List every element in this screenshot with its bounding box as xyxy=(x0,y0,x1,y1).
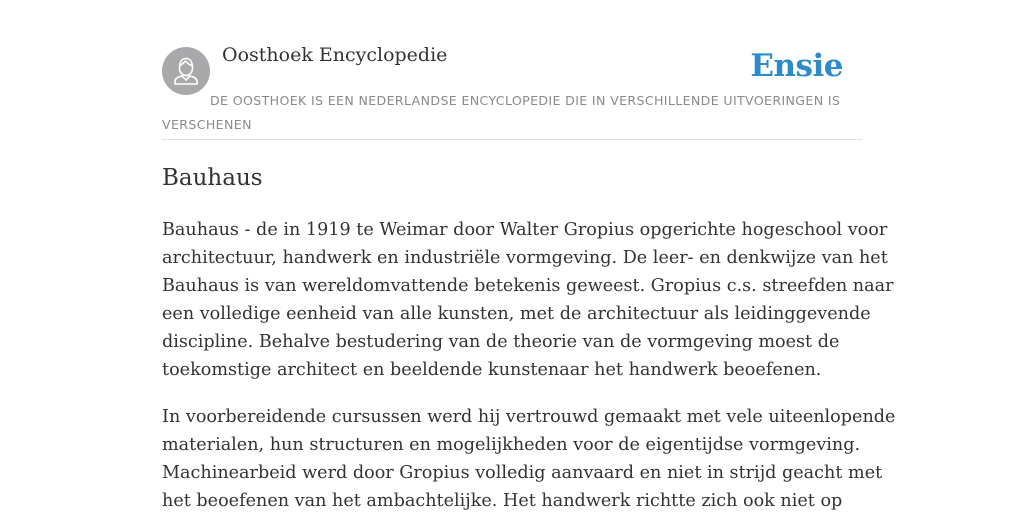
brand-logo[interactable]: Ensie xyxy=(750,48,843,84)
header-divider xyxy=(162,139,862,140)
article-paragraph xyxy=(162,403,896,515)
site-name[interactable]: Oosthoek Encyclopedie xyxy=(222,44,448,66)
site-tagline: DE OOSTHOEK IS EEN NEDERLANDSE ENCYCLOPEDIE DIE IN VERSCHILLENDE UITVOERINGEN IS VERSCHENEN xyxy=(162,93,841,132)
paragraph-line: Machinearbeid werd door Gropius volledig aanvaard en niet in strijd geacht met xyxy=(162,463,883,483)
paragraph-line: Bauhaus is van wereldomvattende betekenis geweest. Gropius c.s. streefden naar xyxy=(162,276,894,296)
article-title: Bauhaus xyxy=(162,165,263,191)
paragraph-line: discipline. Behalve bestudering van de theorie van de vormgeving moest de xyxy=(162,332,840,352)
paragraph-line: materialen, hun structuren en mogelijkheden voor de eigentijdse vormgeving. xyxy=(162,435,861,455)
paragraph-line: Bauhaus - de in 1919 te Weimar door Walter Gropius opgerichte hogeschool voor xyxy=(162,220,888,240)
user-avatar-icon[interactable] xyxy=(162,47,210,95)
paragraph-line: het beoefenen van het ambachtelijke. Het handwerk richtte zich ook niet op xyxy=(162,491,843,511)
paragraph-line: architectuur, handwerk en industriële vormgeving. De leer- en denkwijze van het xyxy=(162,248,888,268)
paragraph-line: toekomstige architect en beeldende kunstenaar het handwerk beoefenen. xyxy=(162,360,822,380)
article-paragraph xyxy=(162,216,894,384)
paragraph-line: In voorbereidende cursussen werd hij vertrouwd gemaakt met vele uiteenlopende xyxy=(162,407,896,427)
paragraph-line: een volledige eenheid van alle kunsten, met de architectuur als leidinggevende xyxy=(162,304,871,324)
